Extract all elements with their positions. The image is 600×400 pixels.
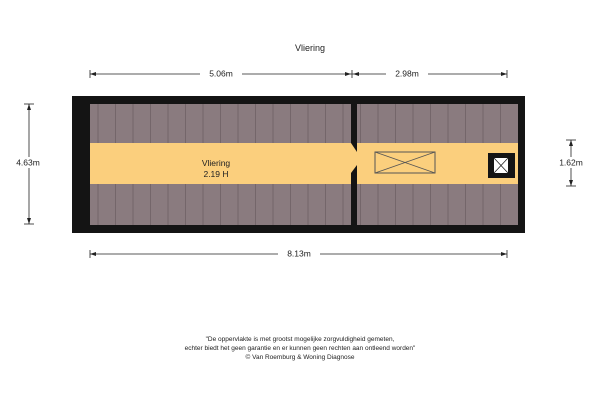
- bottom-dimension: [90, 248, 507, 259]
- dimension-label-top-left: 5.06m: [209, 68, 233, 79]
- dimension-label-left: 4.63m: [16, 157, 40, 168]
- plan-title: Vliering: [294, 43, 326, 53]
- dimension-label-right: 1.62m: [559, 157, 583, 168]
- top-dimension: [90, 68, 507, 79]
- disclaimer: [0, 335, 600, 362]
- shaft: [488, 153, 515, 178]
- disclaimer-line-2: echter biedt het geen garantie en er kunnen geen rechten aan ontleend worden": [184, 345, 416, 352]
- dimension-label-top-right: 2.98m: [395, 68, 419, 79]
- room-height: 2.19 H: [203, 169, 229, 179]
- partition-wall-bottom: [351, 173, 357, 225]
- dimension-label-bottom: 8.13m: [287, 248, 311, 259]
- partition-wall-top: [351, 104, 357, 143]
- disclaimer-line-1: "De oppervlakte is met grootst mogelijke zorgvuldigheid gemeten,: [205, 336, 395, 343]
- floor-area: [90, 143, 518, 184]
- right-dimension: [550, 140, 592, 186]
- copyright-line: © Van Roemburg & Woning Diagnose: [245, 354, 355, 361]
- attic-room: [72, 96, 525, 233]
- left-dimension: [6, 104, 50, 224]
- room-name: Vliering: [201, 158, 231, 168]
